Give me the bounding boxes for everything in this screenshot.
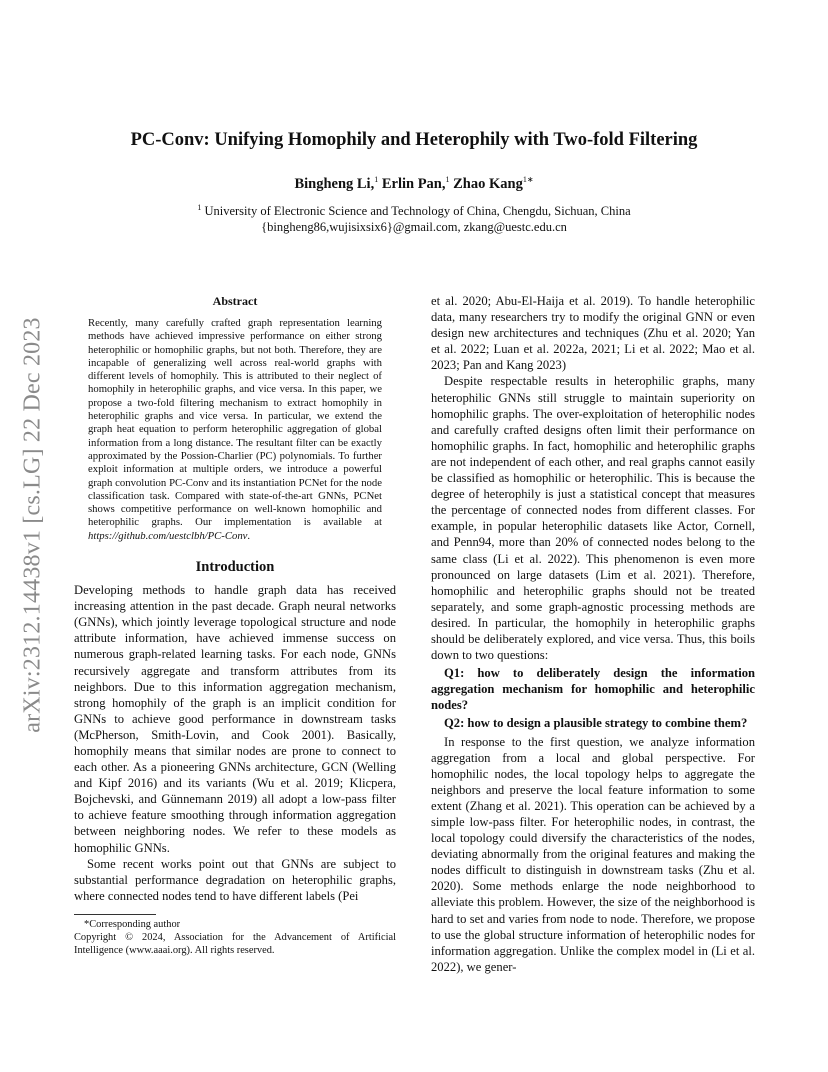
- affiliation-line: $^1$ University of Electronic Science and Technology of China, Chengdu, Sichuan, China: [197, 202, 631, 218]
- introduction-heading: Introduction: [195, 559, 275, 576]
- abstract-text: Recently, many carefully crafted graph representation learning methods have achieved impressive performance on either strong heterophilic or homophilic graphs, but not both. Therefore, they are incapable of generalizing well across real-world graphs with different levels of homophily. This is attributed to their neglect of homophily in heterophilic graphs, and vice versa. In this paper, we propose a two-fold filtering mechanism to extract homophily in heterophilic graphs and vice versa. In particular, we extend the graph heat equation to perform heterophilic aggregation of global information from a long distance. The resultant filter can be exactly approximated by the Possion-Charlier (PC) polynomials. To further exploit information at multiple orders, we introduce a powerful graph convolution PC-Conv and its instantiation PCNet for the node classification task. Compared with state-of-the-art GNNs, PCNet shows competitive performance on well-known homophilic and heterophilic graphs. Our implementation is available at https://github.com/uestclbh/PC-Conv.: [88, 317, 382, 542]
- body-paragraph: Developing methods to handle graph data has received increasing attention in the past decade. Graph neural networks (GNNs), which jointly leverage topological structure and node attribute information, have achieved immense success on numerous graph-related learning tasks. For each node, GNNs recursively aggregate and transform attributes from its neighbors. Due to this information aggregation mechanism, strong homophily of the graph is an implicit condition for GNNs to achieve good performance in downstream tasks (McPherson, Smith-Lovin, and Cook 2001). Basically, homophily means that similar nodes are prone to connect to each other. As a pioneering GNNs architecture, GCN (Welling and Kipf 2016) and its variants (Wu et al. 2019; Klicpera, Bojchevski, and Günnemann 2019) all adopt a low-pass filter to achieve feature smoothing through information aggregation between neighboring nodes. We refer to these models as homophilic GNNs.: [74, 583, 396, 855]
- author-affiliation-mark: 1: [374, 175, 379, 185]
- author-name: Bingheng Li,: [294, 176, 375, 192]
- footnote-rule: [74, 914, 156, 915]
- author-affiliation-mark: 1∗: [522, 175, 534, 185]
- body-paragraph: Some recent works point out that GNNs are subject to substantial performance degradation on heterophilic graphs, where connected nodes tend to have different labels (Pei: [74, 856, 396, 903]
- arxiv-identifier: arXiv:2312.14438v1 [cs.LG] 22 Dec 2023: [19, 317, 46, 733]
- author-emails: {bingheng86,wujisixsix6}@gmail.com, zkang@uestc.edu.cn: [261, 220, 567, 234]
- author-name: Zhao Kang: [453, 176, 523, 192]
- affiliation-block: [0, 203, 828, 235]
- author-list: [0, 176, 828, 193]
- left-column: [74, 294, 396, 957]
- question-two: Q2: how to design a plausible strategy to combine them?: [444, 716, 748, 731]
- paper-title: PC-Conv: Unifying Homophily and Heterophily with Two-fold Filtering: [130, 130, 698, 150]
- body-paragraph: et al. 2020; Abu-El-Haija et al. 2019). To handle heterophilic data, many researchers try to modify the original GNN or even design new architectures and techniques (Zhu et al. 2020; Yan et al. 2022; Luan et al. 2022a, 2021; Li et al. 2022; Mao et al. 2023; Pan and Kang 2023): [431, 294, 755, 373]
- code-link[interactable]: https://github.com/uestclbh/PC-Conv: [88, 529, 248, 542]
- author-affiliation-mark: 1: [445, 175, 450, 185]
- body-paragraph: In response to the first question, we analyze information aggregation from a local and global perspective. For homophilic nodes, the local topology helps to aggregate the neighbors and preserve the local feature information to some extent (Zhang et al. 2021). This operation can be achieved by a simple low-pass filter. For heterophilic nodes, in contrast, the local topology could diversify the characteristics of the nodes, deviating abnormally from the original features and making the nodes difficult to distinguish in downstream tasks (Zhu et al. 2020). Some methods enlarge the node neighborhood to alleviate this problem. However, the size of the neighborhood is hard to set and varies from node to node. Therefore, we propose to use the global structure information of heterophilic nodes for information aggregation. Unlike the complex model in (Li et al. 2022), we gener-: [431, 734, 755, 974]
- author-name: Erlin Pan,: [381, 176, 446, 192]
- question-one: Q1: how to deliberately design the information aggregation mechanism for homophilic and heterophilic nodes?: [431, 666, 755, 713]
- body-paragraph: Despite respectable results in heterophilic graphs, many heterophilic GNNs still struggle to maintain superiority on homophilic graphs. The over-exploitation of heterophilic nodes and carefully crafted designs often limit their performance on homophilic graphs. In fact, homophilic and heterophilic graphs are not independent of each other, and real graphs cannot easily be classified as homophilic or heterophilic. This is because the degree of heterophily is just a statistical concept that measures the percentage of connected nodes from different classes. For example, in popular heterophilic datasets like Actor, Cornell, and Penn94, more than 20% of connected nodes belong to the same class (Li et al. 2022). This phenomenon is even more pronounced on large datasets (Lim et al. 2021). Therefore, homophilic and heterophilic graphs should not be treated separately, and some graph-agnostic processing methods are desired. In particular, the homophily in heterophilic graphs should be deliberately explored, and vice versa. Thus, this boils down to two questions:: [431, 374, 755, 663]
- abstract-heading: Abstract: [212, 294, 258, 308]
- right-column: [431, 293, 755, 975]
- copyright-notice: Copyright © 2024, Association for the Advancement of Artificial Intelligence (www.aaai.org). All rights reserved.: [74, 931, 396, 956]
- footnote: *Corresponding author: [84, 918, 181, 930]
